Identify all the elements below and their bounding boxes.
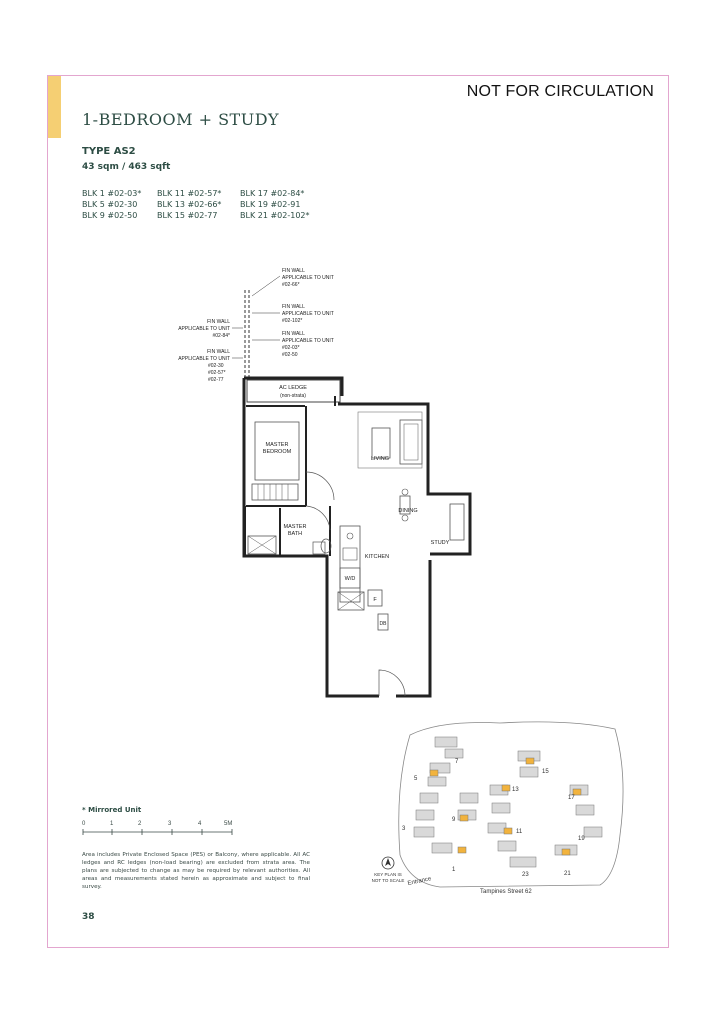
block-entry: BLK 1 #02-03* bbox=[82, 189, 142, 198]
block-entry: BLK 13 #02-66* bbox=[157, 200, 222, 209]
block-number: 5 bbox=[414, 776, 418, 782]
block-entry: BLK 9 #02-50 bbox=[82, 211, 138, 220]
scale-bar bbox=[82, 818, 242, 844]
room-label-kitchen: KITCHEN bbox=[364, 554, 390, 560]
fin-label: FIN WALL bbox=[282, 331, 305, 337]
room-label-dining: DINING bbox=[398, 508, 418, 514]
keyplan-note: NOT TO SCALE bbox=[371, 878, 405, 883]
block-number: 11 bbox=[516, 829, 523, 835]
block-number: 19 bbox=[578, 836, 585, 842]
room-label-living: LIVING bbox=[370, 456, 390, 462]
fin-label: FIN WALL bbox=[282, 304, 305, 310]
scale-label: 2 bbox=[138, 821, 142, 827]
block-number: 9 bbox=[452, 817, 456, 823]
block-list bbox=[82, 189, 330, 220]
room-label-db: DB bbox=[379, 621, 387, 627]
room-label-fridge: F bbox=[373, 597, 377, 603]
room-label-study: STUDY bbox=[430, 540, 450, 546]
block-number: 15 bbox=[542, 769, 549, 775]
fin-label: APPLICABLE TO UNIT bbox=[178, 326, 230, 332]
unit-title: 1-BEDROOM + STUDY bbox=[82, 110, 280, 129]
block-number: 13 bbox=[512, 787, 519, 793]
scale-label: 1 bbox=[110, 821, 114, 827]
fin-label: #02-66* bbox=[282, 282, 300, 288]
scale-label: 0 bbox=[82, 821, 86, 827]
room-label-master-bath: BATH bbox=[287, 531, 303, 537]
fin-label: #02-50 bbox=[282, 352, 298, 358]
ac-ledge-label: AC LEDGE bbox=[279, 385, 307, 391]
fin-label: APPLICABLE TO UNIT bbox=[178, 356, 230, 362]
fin-label: APPLICABLE TO UNIT bbox=[282, 338, 334, 344]
fin-label: #02-77 bbox=[208, 377, 224, 383]
block-entry: BLK 15 #02-77 bbox=[157, 211, 218, 220]
block-number: 7 bbox=[455, 759, 459, 765]
unit-type: TYPE AS2 bbox=[82, 146, 136, 157]
block-entry: BLK 5 #02-30 bbox=[82, 200, 138, 209]
fin-label: #02-102* bbox=[282, 318, 303, 324]
mirrored-note: * Mirrored Unit bbox=[82, 806, 142, 814]
block-number: 21 bbox=[564, 871, 571, 877]
block-entry: BLK 19 #02-91 bbox=[240, 200, 301, 209]
fin-label: APPLICABLE TO UNIT bbox=[282, 311, 334, 317]
fin-label: #02-03* bbox=[282, 345, 300, 351]
page-number: 38 bbox=[82, 912, 95, 922]
floor-plan bbox=[130, 260, 490, 700]
room-label-master-bath: MASTER bbox=[283, 524, 307, 530]
ac-ledge-note: (non-strata) bbox=[280, 393, 306, 399]
scale-label: 3 bbox=[168, 821, 172, 827]
fin-label: FIN WALL bbox=[207, 349, 230, 355]
block-entry: BLK 17 #02-84* bbox=[240, 189, 305, 198]
keyplan-note: KEY PLAN IS bbox=[374, 872, 402, 877]
block-number: 17 bbox=[568, 795, 575, 801]
fin-label: FIN WALL bbox=[207, 319, 230, 325]
scale-label: 5M bbox=[224, 821, 233, 827]
fin-label: #02-57* bbox=[208, 370, 226, 376]
room-label-wd: W/D bbox=[344, 576, 356, 582]
block-entry: BLK 11 #02-57* bbox=[157, 189, 222, 198]
block-number: 23 bbox=[522, 872, 529, 878]
fin-label: #02-30 bbox=[208, 363, 224, 369]
entrance-label: Entrance bbox=[407, 876, 432, 887]
accent-bar bbox=[48, 76, 61, 138]
room-label-master-bedroom: BEDROOM bbox=[262, 449, 292, 455]
street-label: Tampines Street 62 bbox=[480, 889, 532, 895]
block-number: 3 bbox=[402, 826, 406, 832]
unit-area: 43 sqm / 463 sqft bbox=[82, 162, 171, 172]
room-label-master-bedroom: MASTER bbox=[265, 442, 289, 448]
fin-label: FIN WALL bbox=[282, 268, 305, 274]
fin-label: APPLICABLE TO UNIT bbox=[282, 275, 334, 281]
fin-label: #02-84* bbox=[212, 333, 230, 339]
watermark-text: NOT FOR CIRCULATION bbox=[466, 83, 654, 100]
scale-label: 4 bbox=[198, 821, 202, 827]
key-plan bbox=[371, 715, 635, 905]
block-number: 1 bbox=[452, 867, 456, 873]
block-entry: BLK 21 #02-102* bbox=[240, 211, 310, 220]
disclaimer-note: Area includes Private Enclosed Space (PES) or Balcony, where applicable. All AC ledges and RC ledges (non-load bearing) are excluded from strata area. The plans are subjected to change as may be required by relevant authorities. All areas and measurements stated herein as approximate and subject to final survey. bbox=[82, 852, 310, 890]
